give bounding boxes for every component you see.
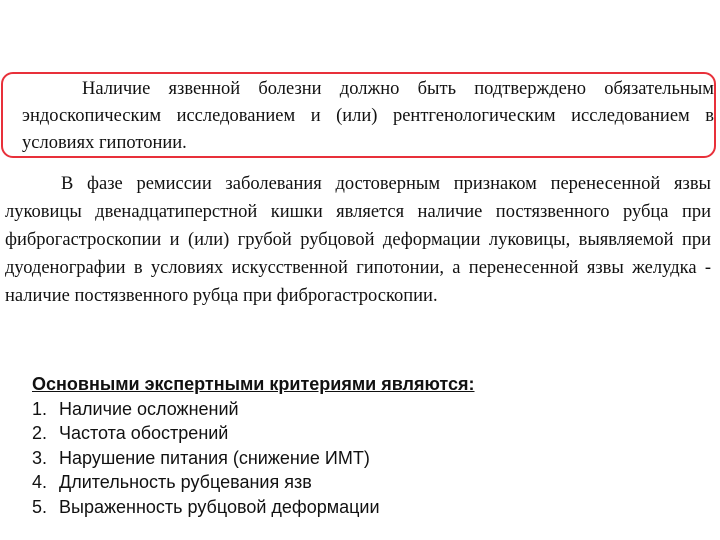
criteria-title: Основными экспертными критериями являются: (32, 374, 475, 394)
criteria-item (32, 446, 632, 471)
criteria-list (32, 397, 632, 520)
criteria-item-text: Нарушение питания (снижение ИМТ) (59, 447, 370, 468)
criteria-item (32, 495, 632, 520)
criteria-item-text: Выраженность рубцовой деформации (59, 496, 380, 517)
criteria-item-number: 2. (32, 423, 48, 443)
criteria-item (32, 470, 632, 495)
criteria-item (32, 397, 632, 422)
criteria-item-number: 4. (32, 472, 48, 492)
criteria-item-text: Наличие осложнений (59, 398, 239, 419)
criteria-item-number: 3. (32, 447, 48, 468)
criteria-item-number: 1. (32, 398, 48, 419)
criteria-item-text: Длительность рубцевания язв (59, 472, 312, 492)
criteria-item (32, 421, 632, 446)
criteria-item-text: Частота обострений (59, 423, 229, 443)
expert-criteria-section (32, 372, 632, 519)
highlighted-paragraph: Наличие язвенной болезни должно быть подтверждено обязательным эндоскопическим исследованием и (или) рентгенологическим исследованием в условиях гипотонии. (22, 79, 714, 153)
criteria-item-number: 5. (32, 496, 48, 517)
remission-paragraph: В фазе ремиссии заболевания достоверным признаком перенесенной язвы луковицы двенадцатиперстной кишки является наличие постязвенного рубца при фиброгастроскопии и (или) грубой рубцовой деформации луковицы, выявляемой при дуоденографии в условиях искусственной гипотонии, а перенесенной язвы желудка - наличие постязвенного рубца при фиброгастроскопии. (5, 174, 711, 306)
